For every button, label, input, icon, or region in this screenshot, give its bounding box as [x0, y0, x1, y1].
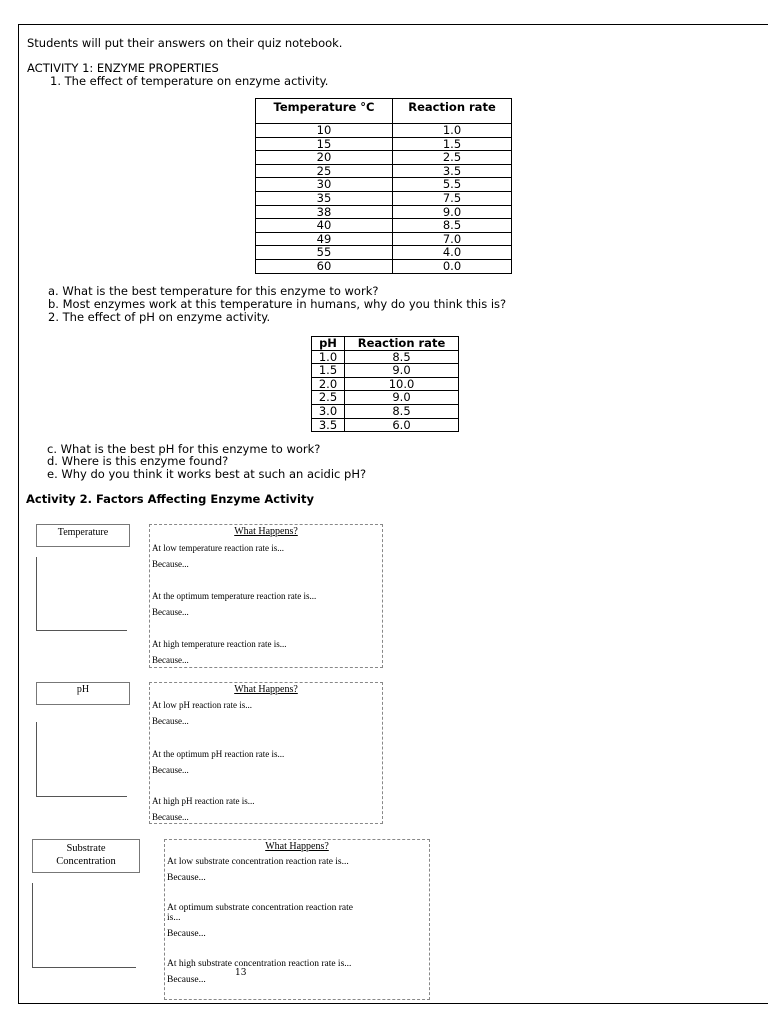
ph-rate-col-header: Reaction rate	[345, 337, 459, 351]
temp-table-row	[256, 151, 512, 165]
ph-table-row-cell: 2.5	[312, 391, 345, 405]
temperature-what-happens-title: What Happens?	[234, 526, 298, 537]
temp-table-row-cell: 60	[256, 259, 393, 273]
activity1-title: ACTIVITY 1: ENZYME PROPERTIES	[27, 61, 219, 75]
substrate-graph-x-axis	[32, 967, 136, 968]
ph-table-row	[312, 404, 459, 418]
temp-table-row-cell: 3.5	[393, 164, 512, 178]
temp-table-row-cell: 2.5	[393, 151, 512, 165]
question-d: d. Where is this enzyme found?	[47, 454, 229, 468]
temp-table-row	[256, 191, 512, 205]
ph-table-row-cell: 9.0	[345, 391, 459, 405]
temp-table-row-cell: 30	[256, 178, 393, 192]
temp-table-row-cell: 7.0	[393, 232, 512, 246]
ph-label: pH	[76, 684, 90, 695]
temp-table-row	[256, 259, 512, 273]
temp-table-row-cell: 25	[256, 164, 393, 178]
temp-table-row-cell: 20	[256, 151, 393, 165]
temp-col-header: Temperature °C	[256, 99, 393, 124]
substrate-low-text: At low substrate concentration reaction rate is...	[167, 857, 349, 867]
temp-table-row	[256, 124, 512, 138]
ph-what-happens-title: What Happens?	[234, 684, 298, 695]
temp-table-row-cell: 55	[256, 246, 393, 260]
temperature-optimum-text: At the optimum temperature reaction rate is...	[152, 591, 317, 601]
temperature-high-text: At high temperature reaction rate is...	[152, 639, 287, 649]
ph-table-row	[312, 364, 459, 378]
temperature-high-because: Because...	[152, 655, 189, 665]
temp-table-row-cell: 35	[256, 191, 393, 205]
substrate-high-text: At high substrate concentration reaction rate is...	[167, 959, 352, 969]
temperature-optimum-because: Because...	[152, 607, 189, 617]
ph-table-row-cell: 10.0	[345, 377, 459, 391]
ph-optimum-text: At the optimum pH reaction rate is...	[152, 749, 285, 759]
temperature-low-text: At low temperature reaction rate is...	[152, 543, 284, 553]
question-b: b. Most enzymes work at this temperature in humans, why do you think this is?	[48, 297, 507, 311]
temp-table-row-cell: 1.5	[393, 137, 512, 151]
ph-table-row-cell: 1.5	[312, 364, 345, 378]
temp-table-row-cell: 1.0	[393, 124, 512, 138]
question-c: c. What is the best pH for this enzyme to work?	[47, 442, 321, 456]
temp-table-row-cell: 4.0	[393, 246, 512, 260]
ph-table-row-cell: 8.5	[345, 404, 459, 418]
ph-label-box	[36, 682, 130, 705]
temp-table-row-cell: 49	[256, 232, 393, 246]
ph-optimum-because: Because...	[152, 765, 189, 775]
temp-table-row	[256, 246, 512, 260]
substrate-optimum-because: Because...	[167, 929, 206, 939]
substrate-graph-y-axis	[32, 883, 33, 967]
ph-graph-x-axis	[36, 796, 127, 797]
question-a: a. What is the best temperature for this enzyme to work?	[48, 284, 379, 298]
ph-low-text: At low pH reaction rate is...	[152, 700, 252, 710]
activity1-item2: 2. The effect of pH on enzyme activity.	[48, 310, 271, 324]
temperature-graph-y-axis	[36, 557, 37, 630]
temp-table-row-cell: 8.5	[393, 219, 512, 233]
temperature-label: Temperature	[57, 527, 109, 538]
temp-table-row-cell: 9.0	[393, 205, 512, 219]
ph-table-row	[312, 350, 459, 364]
ph-table-row	[312, 391, 459, 405]
substrate-optimum-text-line2: is...	[167, 913, 181, 923]
temp-table-row	[256, 232, 512, 246]
substrate-low-because: Because...	[167, 873, 206, 883]
substrate-label-line2: Concentration	[56, 856, 116, 867]
temp-table-row	[256, 164, 512, 178]
ph-table-row-cell: 1.0	[312, 350, 345, 364]
substrate-what-happens-title: What Happens?	[265, 841, 329, 852]
temp-table-row-cell: 40	[256, 219, 393, 233]
ph-col-header: pH	[312, 337, 345, 351]
ph-low-because: Because...	[152, 716, 189, 726]
ph-high-text: At high pH reaction rate is...	[152, 796, 255, 806]
ph-table-row	[312, 377, 459, 391]
temp-table-row-cell: 10	[256, 124, 393, 138]
temp-table-row-cell: 38	[256, 205, 393, 219]
temperature-low-because: Because...	[152, 559, 189, 569]
ph-table-row-cell: 6.0	[345, 418, 459, 432]
temp-table-row	[256, 178, 512, 192]
ph-table-row-cell: 8.5	[345, 350, 459, 364]
ph-table	[311, 336, 459, 432]
rate-col-header: Reaction rate	[393, 99, 512, 124]
ph-what-happens-box	[149, 682, 383, 824]
substrate-optimum-text-line1: At optimum substrate concentration reaction rate	[167, 903, 353, 913]
ph-table-row-cell: 3.5	[312, 418, 345, 432]
temperature-label-box	[36, 524, 130, 547]
activity2-title: Activity 2. Factors Affecting Enzyme Activity	[26, 492, 314, 506]
intro-text: Students will put their answers on their quiz notebook.	[27, 36, 343, 50]
temperature-graph-x-axis	[36, 630, 127, 631]
temp-table-row-cell: 15	[256, 137, 393, 151]
ph-table-row	[312, 418, 459, 432]
question-e: e. Why do you think it works best at such an acidic pH?	[47, 467, 367, 481]
temp-table-row	[256, 219, 512, 233]
temp-table-row	[256, 137, 512, 151]
ph-table-row-cell: 9.0	[345, 364, 459, 378]
temp-table-row-cell: 0.0	[393, 259, 512, 273]
page-number: 13	[235, 968, 247, 978]
substrate-label-box	[32, 839, 140, 873]
ph-table-row-cell: 2.0	[312, 377, 345, 391]
ph-table-row-cell: 3.0	[312, 404, 345, 418]
temp-table-row	[256, 205, 512, 219]
temperature-what-happens-box	[149, 524, 383, 668]
substrate-what-happens-box	[164, 839, 430, 1000]
ph-high-because: Because...	[152, 812, 189, 822]
temp-table-row-cell: 5.5	[393, 178, 512, 192]
temperature-table	[255, 98, 512, 274]
activity1-item1: 1. The effect of temperature on enzyme activity.	[50, 74, 329, 88]
temp-table-row-cell: 7.5	[393, 191, 512, 205]
substrate-high-because: Because...	[167, 975, 206, 985]
substrate-label-line1: Substrate	[66, 843, 106, 854]
ph-graph-y-axis	[36, 722, 37, 796]
